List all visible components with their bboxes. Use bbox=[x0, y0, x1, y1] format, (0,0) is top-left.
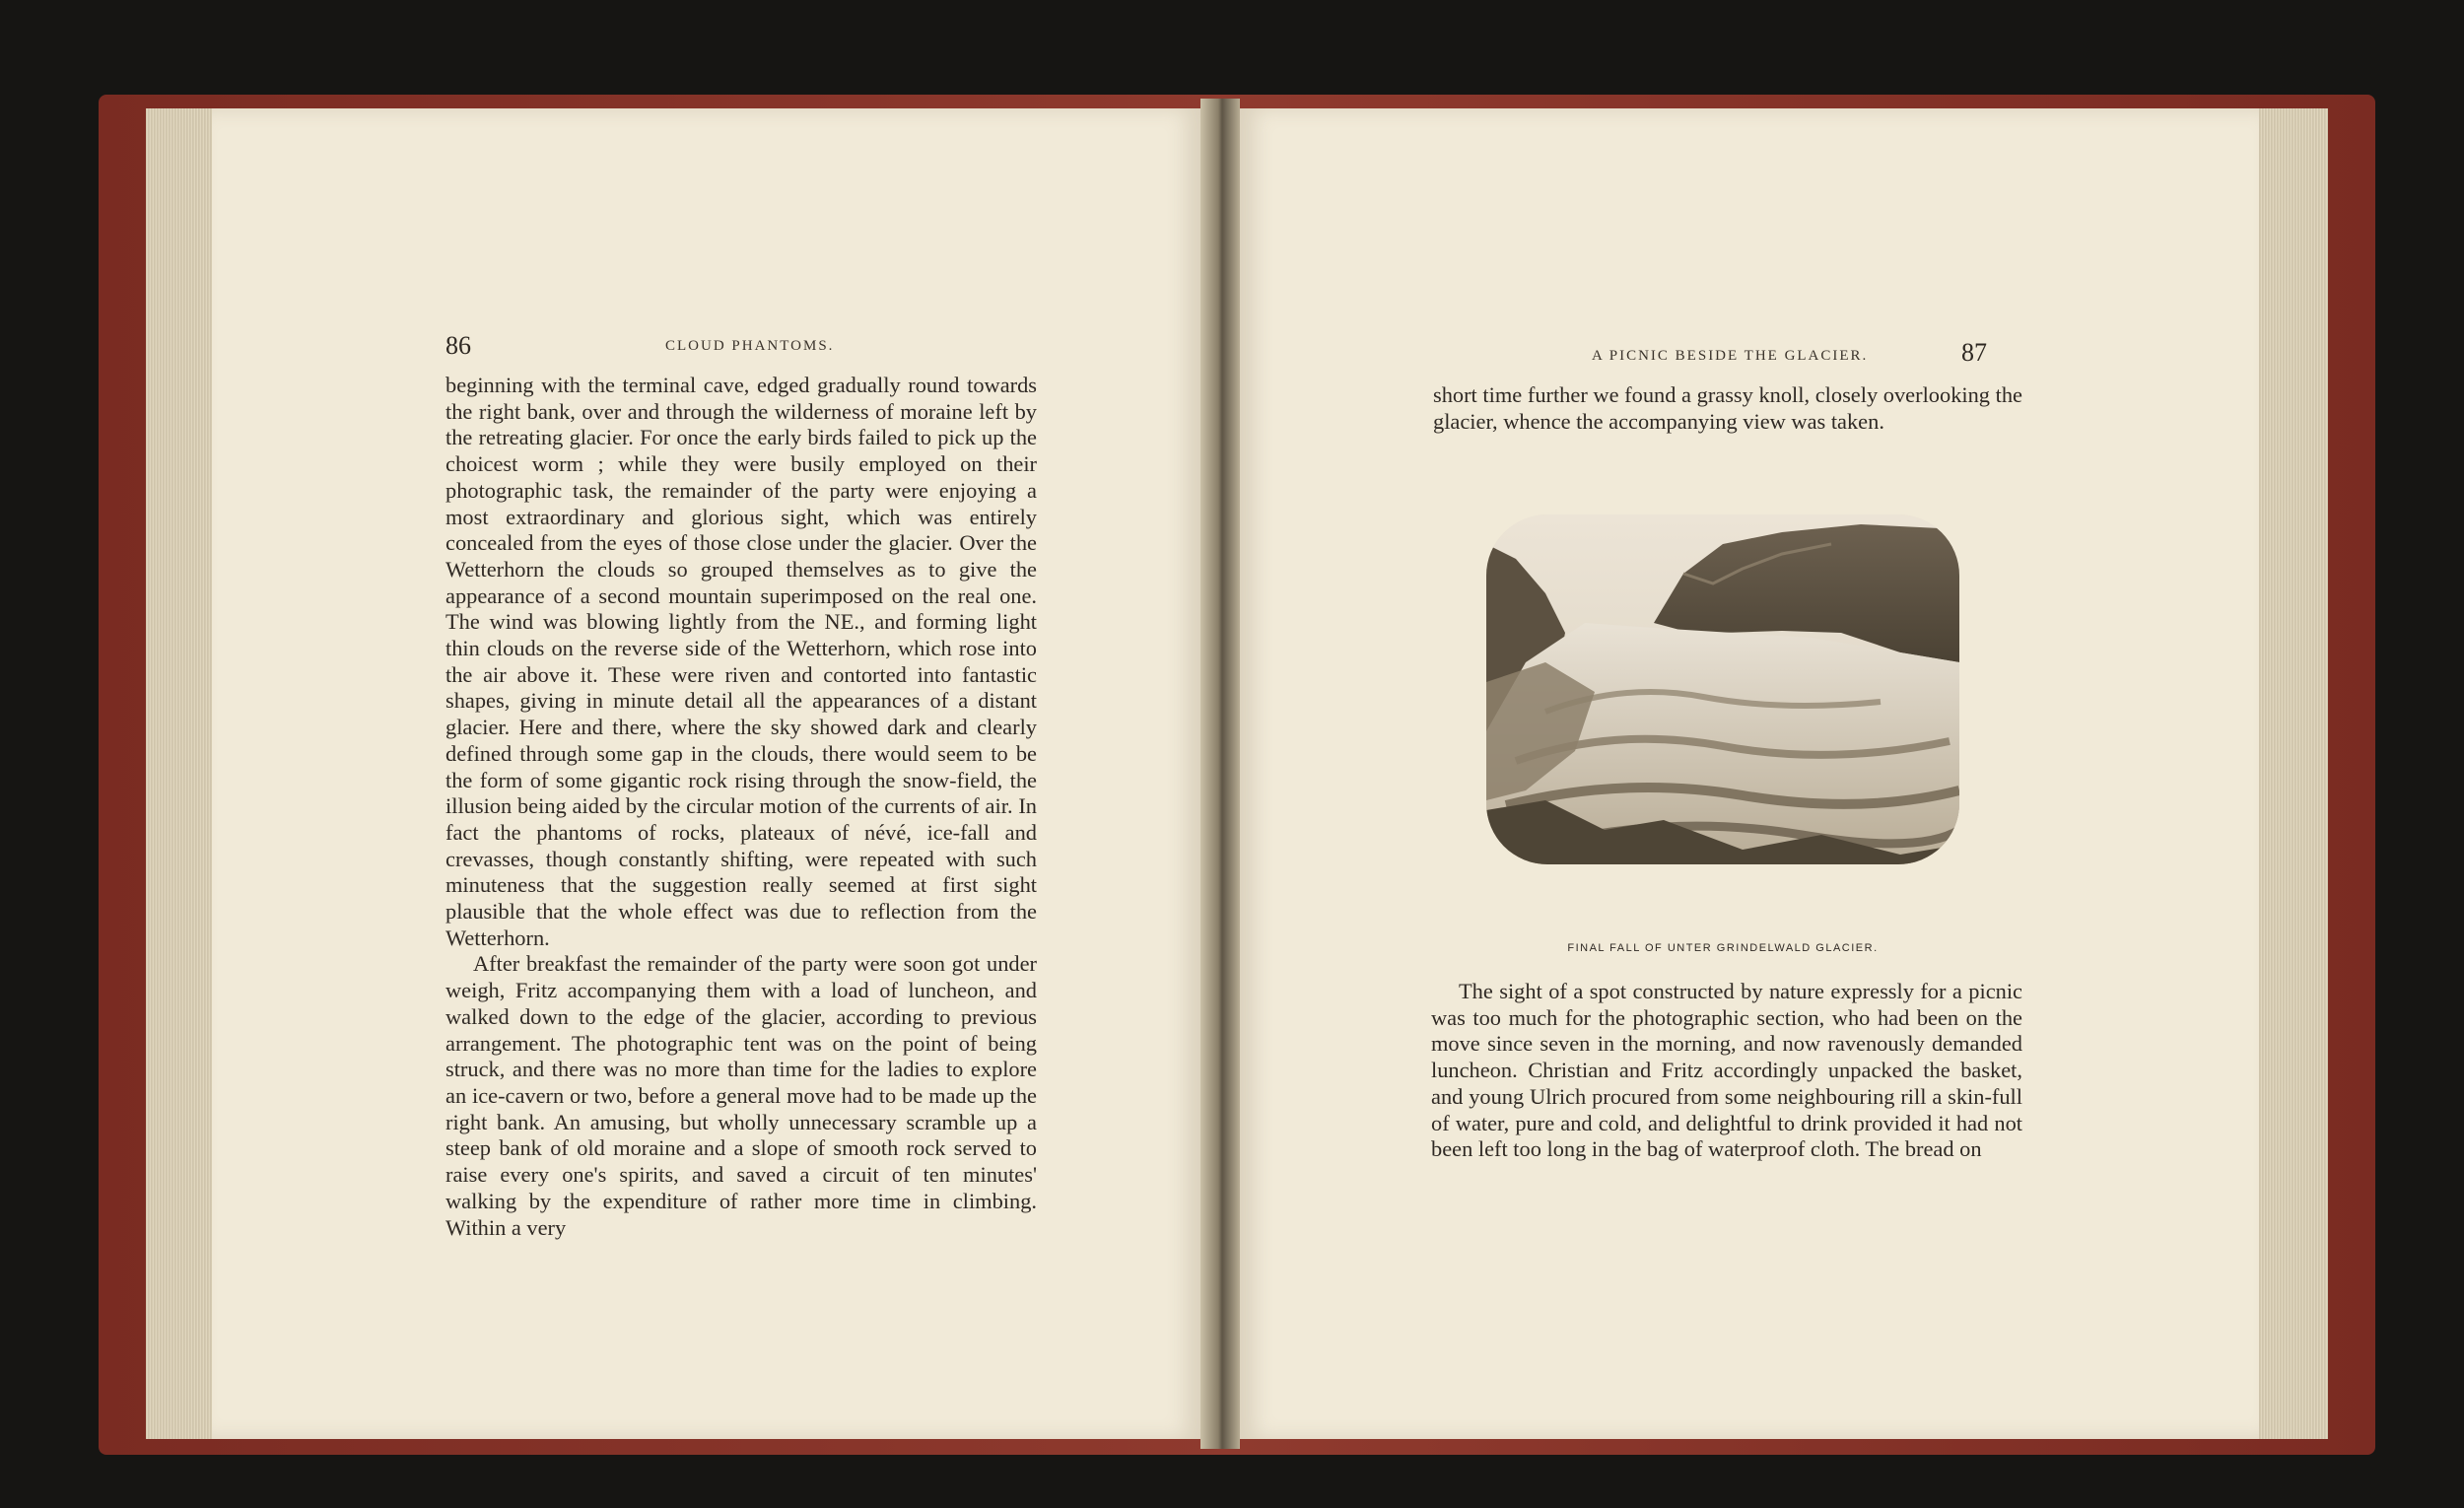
right-page-bottom-text bbox=[1431, 979, 2022, 1163]
photo-caption: FINAL FALL OF UNTER GRINDELWALD GLACIER. bbox=[1567, 942, 1879, 954]
left-page-body bbox=[445, 373, 1037, 1241]
glacier-photo-illustration bbox=[1486, 514, 1959, 864]
book-gutter bbox=[1200, 99, 1240, 1449]
page-edges-right bbox=[2257, 108, 2328, 1439]
page-edges-left bbox=[146, 108, 215, 1439]
glacier-photograph bbox=[1486, 514, 1959, 864]
left-page-number: 86 bbox=[445, 331, 471, 360]
right-running-head: A PICNIC BESIDE THE GLACIER. bbox=[1592, 348, 1869, 364]
left-paragraph-1: beginning with the terminal cave, edged gradually round towards the right bank, over and through the wilderness of moraine left by the retreating glacier. For once the early birds failed to pick up the choicest worm ; while they were busily employed on their photographic task, the remainder of the party were enjoying a most extraordinary and glorious sight, which was entirely concealed from the eyes of those close under the glacier. Over the Wetterhorn the clouds so grouped themselves as to give the appearance of a second mountain superimposed on the real one. The wind was blowing lightly from the NE., and forming light thin clouds on the reverse side of the Wetterhorn, which rose into the air above it. These were riven and contorted into fantastic shapes, giving in minute detail all the appearances of a distant glacier. Here and there, where the sky showed dark and clearly defined through some gap in the clouds, there would seem to be the form of some gigantic rock rising through the snow-field, the illusion being aided by the circular motion of the currents of air. In fact the phantoms of rocks, plateaux of névé, ice-fall and crevasses, though constantly shifting, were repeated with such minuteness that the suggestion really seemed at first sight plausible that the whole effect was due to reflection from the Wetterhorn. bbox=[445, 373, 1037, 950]
right-page-top-text bbox=[1433, 382, 2022, 435]
left-paragraph-2: After breakfast the remainder of the party were soon got under weigh, Fritz accompanying them with a load of luncheon, and walked down to the edge of the glacier, according to previous arrangement. The photographic tent was on the point of being struck, and there was no more than time for the ladies to explore an ice-cavern or two, before a general move had to be made up the right bank. An amusing, but wholly unnecessary scramble up a steep bank of old moraine and a slope of smooth rock served to raise every one's spirits, and saved a circuit of ten minutes' walking by the expenditure of rather more time in climbing. Within a very bbox=[445, 951, 1037, 1240]
right-top-paragraph: short time further we found a grassy knoll, closely overlooking the glacier, whence the accompanying view was taken. bbox=[1433, 382, 2022, 434]
left-running-head: CLOUD PHANTOMS. bbox=[665, 338, 835, 354]
right-page-number: 87 bbox=[1961, 338, 1987, 367]
right-bottom-paragraph: The sight of a spot constructed by nature expressly for a picnic was too much for the photographic section, who had been on the move since seven in the morning, and now ravenously demanded luncheon. Christian and Fritz accordingly unpacked the basket, and young Ulrich procured from some neighbouring rill a skin-full of water, pure and cold, and delightful to drink provided it had not been left too long in the bag of waterproof cloth. The bread on bbox=[1431, 979, 2022, 1162]
